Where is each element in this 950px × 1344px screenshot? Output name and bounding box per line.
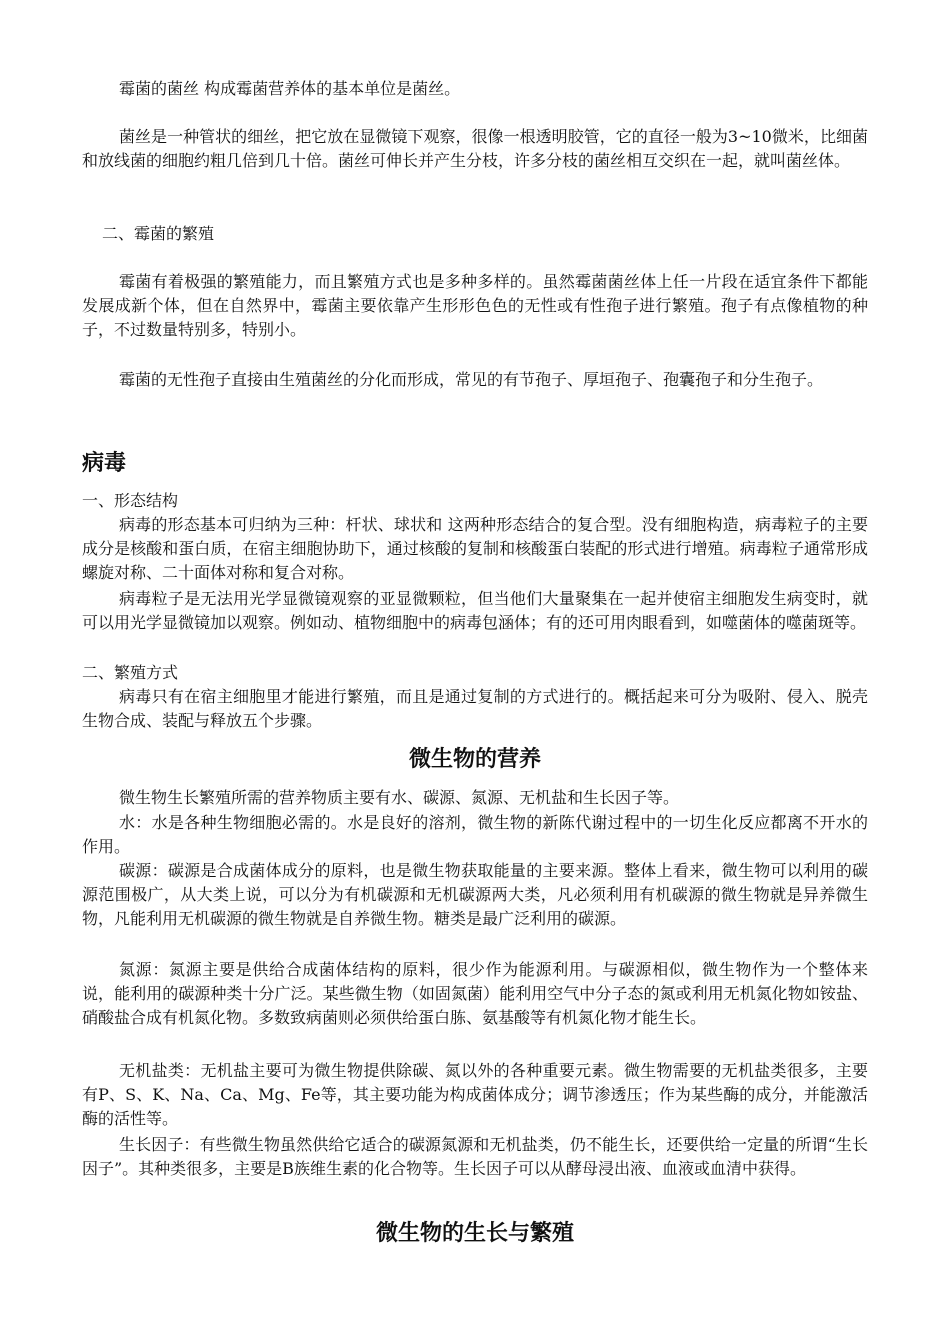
virus-heading: 病毒: [82, 450, 127, 476]
mold-asexual-spores-paragraph: 霉菌的无性孢子直接由生殖菌丝的分化而形成，常见的有节孢子、厚垣孢子、孢囊孢子和分生孢子。: [119, 370, 824, 389]
nutrition-growth-factors-paragraph: 生长因子：有些微生物虽然供给它适合的碳源氮源和无机盐类，仍不能生长，还要供给一定量的所谓“生长因子”。其种类很多，主要是B族维生素的化合物等。生长因子可以从酵母浸出液、血液或血清中获得。: [82, 1135, 868, 1178]
virus-reproduction-subheading: 二、繁殖方式: [82, 663, 179, 682]
nutrition-salts-paragraph: 无机盐类：无机盐主要可为微生物提供除碳、氮以外的各种重要元素。微生物需要的无机盐类很多，主要有P、S、K、Na、Ca、Mg、Fe等，其主要功能为构成菌体成分；调节渗透压；作为某些酶的成分，并能激活酶的活性等。: [82, 1061, 868, 1128]
virus-morphology-paragraph: 病毒的形态基本可归纳为三种：杆状、球状和 这两种形态结合的复合型。没有细胞构造，病毒粒子的主要成分是核酸和蛋白质，在宿主细胞协助下，通过核酸的复制和核酸蛋白装配的形式进行增殖。病毒粒子通常形成螺旋对称、二十面体对称和复合对称。: [82, 515, 868, 582]
virus-reproduction-paragraph: 病毒只有在宿主细胞里才能进行繁殖，而且是通过复制的方式进行的。概括起来可分为吸附、侵入、脱壳生物合成、装配与释放五个步骤。: [82, 687, 868, 730]
mold-reproduction-paragraph: 霉菌有着极强的繁殖能力，而且繁殖方式也是多种多样的。虽然霉菌菌丝体上任一片段在适宜条件下都能发展成新个体，但在自然界中，霉菌主要依靠产生形形色色的无性或有性孢子进行繁殖。孢子有点像植物的种子，不过数量特别多，特别小。: [82, 272, 868, 339]
nutrition-intro-paragraph: 微生物生长繁殖所需的营养物质主要有水、碳源、氮源、无机盐和生长因子等。: [119, 788, 680, 807]
nutrition-carbon-paragraph: 碳源：碳源是合成菌体成分的原料，也是微生物获取能量的主要来源。整体上看来，微生物可以利用的碳源范围极广，从大类上说，可以分为有机碳源和无机碳源两大类，凡必须利用有机碳源的微生物就是异养微生物，凡能利用无机碳源的微生物就是自养微生物。糖类是最广泛利用的碳源。: [82, 861, 868, 928]
virus-morphology-subheading: 一、形态结构: [82, 491, 179, 510]
growth-reproduction-heading: 微生物的生长与繁殖: [375, 1220, 574, 1246]
nutrition-heading: 微生物的营养: [408, 746, 541, 772]
virus-observation-paragraph: 病毒粒子是无法用光学显微镜观察的亚显微颗粒，但当他们大量聚集在一起并使宿主细胞发生病变时，就可以用光学显微镜加以观察。例如动、植物细胞中的病毒包涵体；有的还可用肉眼看到，如噬菌体的噬菌斑等。: [82, 589, 868, 632]
mold-reproduction-heading: 二、霉菌的繁殖: [102, 224, 215, 243]
nutrition-nitrogen-paragraph: 氮源：氮源主要是供给合成菌体结构的原料，很少作为能源利用。与碳源相似，微生物作为一个整体来说，能利用的碳源种类十分广泛。某些微生物（如固氮菌）能利用空气中分子态的氮或利用无机氮化物如铵盐、硝酸盐合成有机氮化物。多数致病菌则必须供给蛋白胨、氨基酸等有机氮化物才能生长。: [82, 960, 868, 1027]
nutrition-water-paragraph: 水：水是各种生物细胞必需的。水是良好的溶剂，微生物的新陈代谢过程中的一切生化反应都离不开水的作用。: [82, 813, 868, 856]
mold-hyphae-paragraph: 菌丝是一种管状的细丝，把它放在显微镜下观察，很像一根透明胶管，它的直径一般为3~10微米，比细菌和放线菌的细胞约粗几倍到几十倍。菌丝可伸长并产生分枝，许多分枝的菌丝相互交织在一起，就叫菌丝体。: [82, 127, 868, 170]
mold-hyphae-intro: 霉菌的菌丝 构成霉菌营养体的基本单位是菌丝。: [119, 79, 461, 98]
